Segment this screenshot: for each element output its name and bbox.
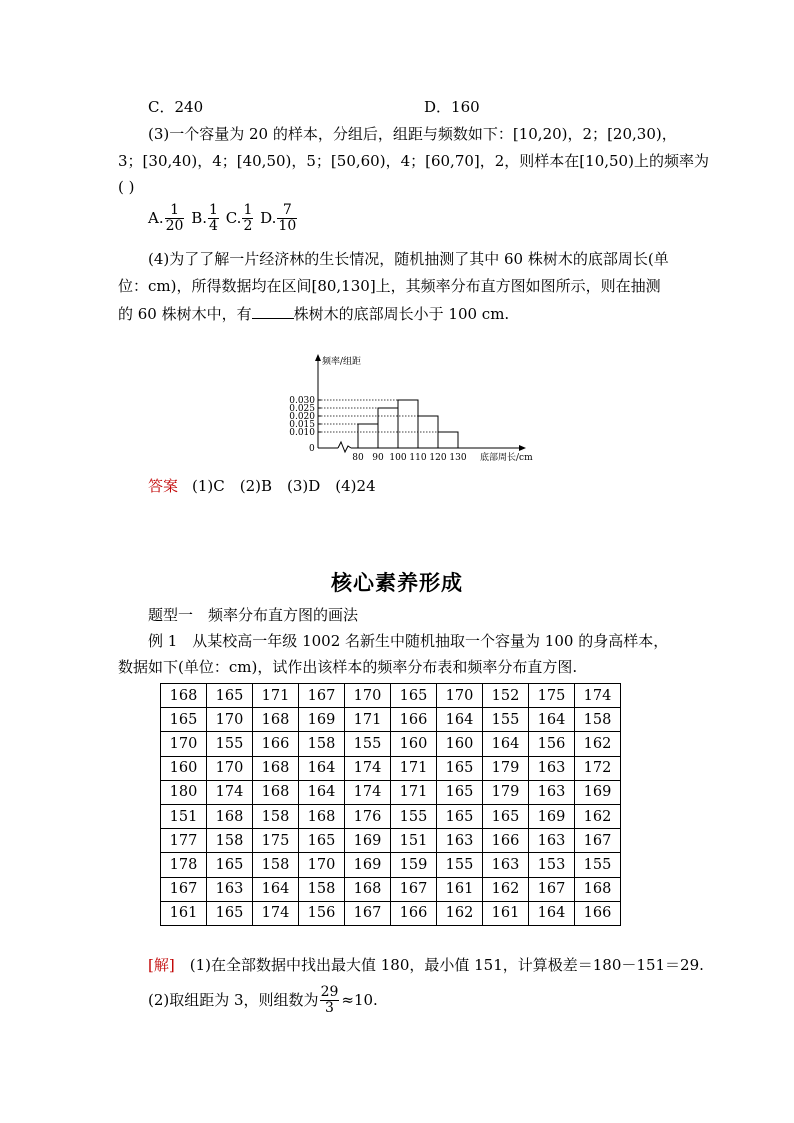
table-cell: 155 <box>207 732 253 756</box>
frequency-histogram <box>282 350 548 468</box>
table-row <box>161 901 621 925</box>
table-cell: 164 <box>299 780 345 804</box>
table-cell: 170 <box>161 732 207 756</box>
table-cell: 165 <box>483 804 529 828</box>
solution-line2 <box>148 985 378 1017</box>
table-cell: 170 <box>207 756 253 780</box>
table-cell: 166 <box>575 901 621 925</box>
table-cell: 174 <box>345 756 391 780</box>
table-row <box>161 829 621 853</box>
denominator: 2 <box>243 218 253 235</box>
x-tick-label: 110 <box>409 453 427 463</box>
answer-line <box>148 477 376 496</box>
table-row <box>161 708 621 732</box>
x-tick-label: 130 <box>449 453 467 463</box>
table-cell: 165 <box>391 684 437 708</box>
table-cell: 165 <box>207 684 253 708</box>
table-cell: 167 <box>575 829 621 853</box>
table-cell: 166 <box>391 708 437 732</box>
fraction <box>165 203 185 235</box>
q3-option-a <box>148 202 191 235</box>
table-cell: 165 <box>437 780 483 804</box>
solution-text-1: (1)在全部数据中找出最大值 180，最小值 151，计算极差＝180－151＝29. <box>174 956 704 974</box>
table-cell: 176 <box>345 804 391 828</box>
table-cell: 166 <box>483 829 529 853</box>
q4-line3-part2: 株树木的底部周长小于 100 cm. <box>293 305 510 323</box>
table-row <box>161 732 621 756</box>
q3-line2: 3；[30,40)，4；[40,50)，5；[50,60)，4；[60,70]，2，则样本在[10,50)上的频率为 <box>118 152 709 170</box>
table-cell: 151 <box>391 829 437 853</box>
answer-text: (1)C (2)B (3)D (4)24 <box>192 477 376 495</box>
table-cell: 161 <box>483 901 529 925</box>
table-cell: 162 <box>437 901 483 925</box>
section-title: 核心素养形成 <box>331 570 463 595</box>
q3-option-b <box>191 202 226 235</box>
table-cell: 167 <box>345 901 391 925</box>
table-cell: 174 <box>253 901 299 925</box>
fraction-29-3 <box>320 985 340 1017</box>
numerator: 1 <box>243 202 253 218</box>
table-cell: 169 <box>345 853 391 877</box>
table-cell: 166 <box>391 901 437 925</box>
histogram-axes <box>309 354 533 463</box>
solution-text-2b: ≈10. <box>341 990 378 1009</box>
table-row <box>161 853 621 877</box>
table-cell: 168 <box>345 877 391 901</box>
numerator: 7 <box>277 203 297 219</box>
table-cell: 165 <box>299 829 345 853</box>
solution-line1 <box>148 956 704 975</box>
table-cell: 166 <box>253 732 299 756</box>
table-cell: 165 <box>207 901 253 925</box>
q3-line1: (3)一个容量为 20 的样本，分组后，组距与频数如下：[10,20)，2；[20,30)， <box>148 125 677 143</box>
table-cell: 161 <box>437 877 483 901</box>
answer-label: 答案 <box>148 477 179 495</box>
table-cell: 171 <box>391 756 437 780</box>
table-cell: 164 <box>483 732 529 756</box>
table-cell: 170 <box>299 853 345 877</box>
y-tick-label: 0.030 <box>289 396 315 406</box>
table-cell: 158 <box>299 877 345 901</box>
y-tick-label: 0.020 <box>289 412 315 422</box>
numerator: 1 <box>165 203 185 219</box>
table-row <box>161 780 621 804</box>
x-tick-label: 90 <box>372 453 384 463</box>
table-cell: 164 <box>253 877 299 901</box>
example1-line2: 数据如下(单位：cm)，试作出该样本的频率分布表和频率分布直方图. <box>118 658 578 676</box>
table-cell: 158 <box>253 853 299 877</box>
table-cell: 151 <box>161 804 207 828</box>
table-cell: 169 <box>575 780 621 804</box>
table-cell: 161 <box>161 901 207 925</box>
table-cell: 156 <box>299 901 345 925</box>
table-cell: 168 <box>575 877 621 901</box>
table-cell: 169 <box>299 708 345 732</box>
y-tick-label: 0.010 <box>289 428 315 438</box>
table-cell: 164 <box>437 708 483 732</box>
table-cell: 177 <box>161 829 207 853</box>
table-cell: 168 <box>253 756 299 780</box>
denominator: 4 <box>209 218 218 235</box>
table-cell: 155 <box>345 732 391 756</box>
table-cell: 160 <box>437 732 483 756</box>
table-cell: 165 <box>207 853 253 877</box>
denominator: 20 <box>165 218 184 235</box>
q3-options <box>148 203 299 235</box>
q3-line3: ( ) <box>118 178 135 196</box>
table-cell: 155 <box>483 708 529 732</box>
table-cell: 153 <box>529 853 575 877</box>
table-cell: 171 <box>345 708 391 732</box>
table-cell: 160 <box>391 732 437 756</box>
table-cell: 174 <box>207 780 253 804</box>
q4-line3 <box>118 304 509 324</box>
fraction <box>277 203 297 235</box>
fraction <box>242 203 253 235</box>
q4-line3-part1: 的 60 株树木中，有 <box>118 305 252 323</box>
table-row <box>161 756 621 780</box>
q4-line1: (4)为了了解一片经济林的生长情况，随机抽测了其中 60 株树木的底部周长(单 <box>148 250 669 268</box>
numerator: 29 <box>320 984 339 1000</box>
solution-label: [解] <box>148 956 175 974</box>
denominator: 3 <box>325 1000 334 1017</box>
table-cell: 174 <box>345 780 391 804</box>
table-cell: 165 <box>161 708 207 732</box>
table-cell: 163 <box>207 877 253 901</box>
option-label: D. <box>260 208 277 227</box>
table-cell: 167 <box>299 684 345 708</box>
y-axis-label: 频率/组距 <box>322 357 362 367</box>
table-cell: 180 <box>161 780 207 804</box>
table-cell: 170 <box>437 684 483 708</box>
table-cell: 179 <box>483 756 529 780</box>
table-cell: 169 <box>529 804 575 828</box>
option-label: C. <box>225 208 242 227</box>
table-cell: 155 <box>391 804 437 828</box>
x-tick-label: 120 <box>429 453 447 463</box>
table-cell: 162 <box>483 877 529 901</box>
table-cell: 178 <box>161 853 207 877</box>
axis-break <box>338 442 351 452</box>
table-row <box>161 684 621 708</box>
table-cell: 163 <box>529 756 575 780</box>
table-cell: 174 <box>575 684 621 708</box>
table-cell: 162 <box>575 732 621 756</box>
table-cell: 172 <box>575 756 621 780</box>
table-cell: 158 <box>253 804 299 828</box>
x-axis-label: 底部周长/cm <box>480 453 533 463</box>
denominator: 10 <box>278 218 297 235</box>
table-cell: 168 <box>161 684 207 708</box>
origin-label: 0 <box>309 444 315 454</box>
table-cell: 167 <box>161 877 207 901</box>
histogram-bar <box>398 400 418 448</box>
x-axis-arrow <box>519 445 526 451</box>
table-cell: 155 <box>437 853 483 877</box>
table-row <box>161 877 621 901</box>
option-d-160: D．160 <box>424 98 480 116</box>
table-cell: 170 <box>345 684 391 708</box>
table-cell: 164 <box>529 901 575 925</box>
table-cell: 171 <box>253 684 299 708</box>
q3-option-d <box>260 202 299 235</box>
table-cell: 163 <box>483 853 529 877</box>
table-cell: 169 <box>345 829 391 853</box>
table-cell: 164 <box>529 708 575 732</box>
table-cell: 163 <box>529 780 575 804</box>
table-cell: 175 <box>253 829 299 853</box>
table-cell: 167 <box>391 877 437 901</box>
table-cell: 158 <box>207 829 253 853</box>
table-cell: 179 <box>483 780 529 804</box>
q3-option-c <box>225 202 260 235</box>
table-cell: 158 <box>299 732 345 756</box>
example1-line1: 例 1 从某校高一年级 1002 名新生中随机抽取一个容量为 100 的身高样本， <box>148 632 669 650</box>
option-label: B. <box>191 208 208 227</box>
table-cell: 165 <box>437 756 483 780</box>
table-cell: 168 <box>299 804 345 828</box>
table-cell: 168 <box>253 708 299 732</box>
table-cell: 164 <box>299 756 345 780</box>
solution-text-2a: (2)取组距为 3，则组数为 <box>148 990 319 1009</box>
table-row <box>161 804 621 828</box>
table-cell: 168 <box>207 804 253 828</box>
table-cell: 160 <box>161 756 207 780</box>
height-data-table <box>160 683 621 926</box>
x-tick-label: 100 <box>389 453 407 463</box>
table-cell: 168 <box>253 780 299 804</box>
histogram-bar <box>358 424 378 448</box>
y-tick-label: 0.025 <box>289 404 315 414</box>
table-cell: 171 <box>391 780 437 804</box>
histogram-bar <box>378 408 398 448</box>
table-cell: 162 <box>575 804 621 828</box>
numerator: 1 <box>209 202 218 218</box>
table-cell: 155 <box>575 853 621 877</box>
table-cell: 175 <box>529 684 575 708</box>
table-cell: 167 <box>529 877 575 901</box>
y-axis-arrow <box>315 354 321 361</box>
y-tick-label: 0.015 <box>289 420 315 430</box>
table-cell: 156 <box>529 732 575 756</box>
q4-line2: 位：cm)，所得数据均在区间[80,130]上，其频率分布直方图如图所示，则在抽测 <box>118 277 661 295</box>
table-cell: 158 <box>575 708 621 732</box>
fraction <box>208 203 219 235</box>
histogram-bar <box>438 432 458 448</box>
table-cell: 163 <box>529 829 575 853</box>
table-cell: 152 <box>483 684 529 708</box>
table-cell: 163 <box>437 829 483 853</box>
option-label: A. <box>148 208 164 227</box>
table-cell: 165 <box>437 804 483 828</box>
table-cell: 159 <box>391 853 437 877</box>
table-cell: 170 <box>207 708 253 732</box>
type1-heading: 题型一 频率分布直方图的画法 <box>148 606 359 624</box>
answer-blank <box>252 304 294 319</box>
x-tick-label: 80 <box>352 453 364 463</box>
option-c-240: C．240 <box>148 98 204 116</box>
